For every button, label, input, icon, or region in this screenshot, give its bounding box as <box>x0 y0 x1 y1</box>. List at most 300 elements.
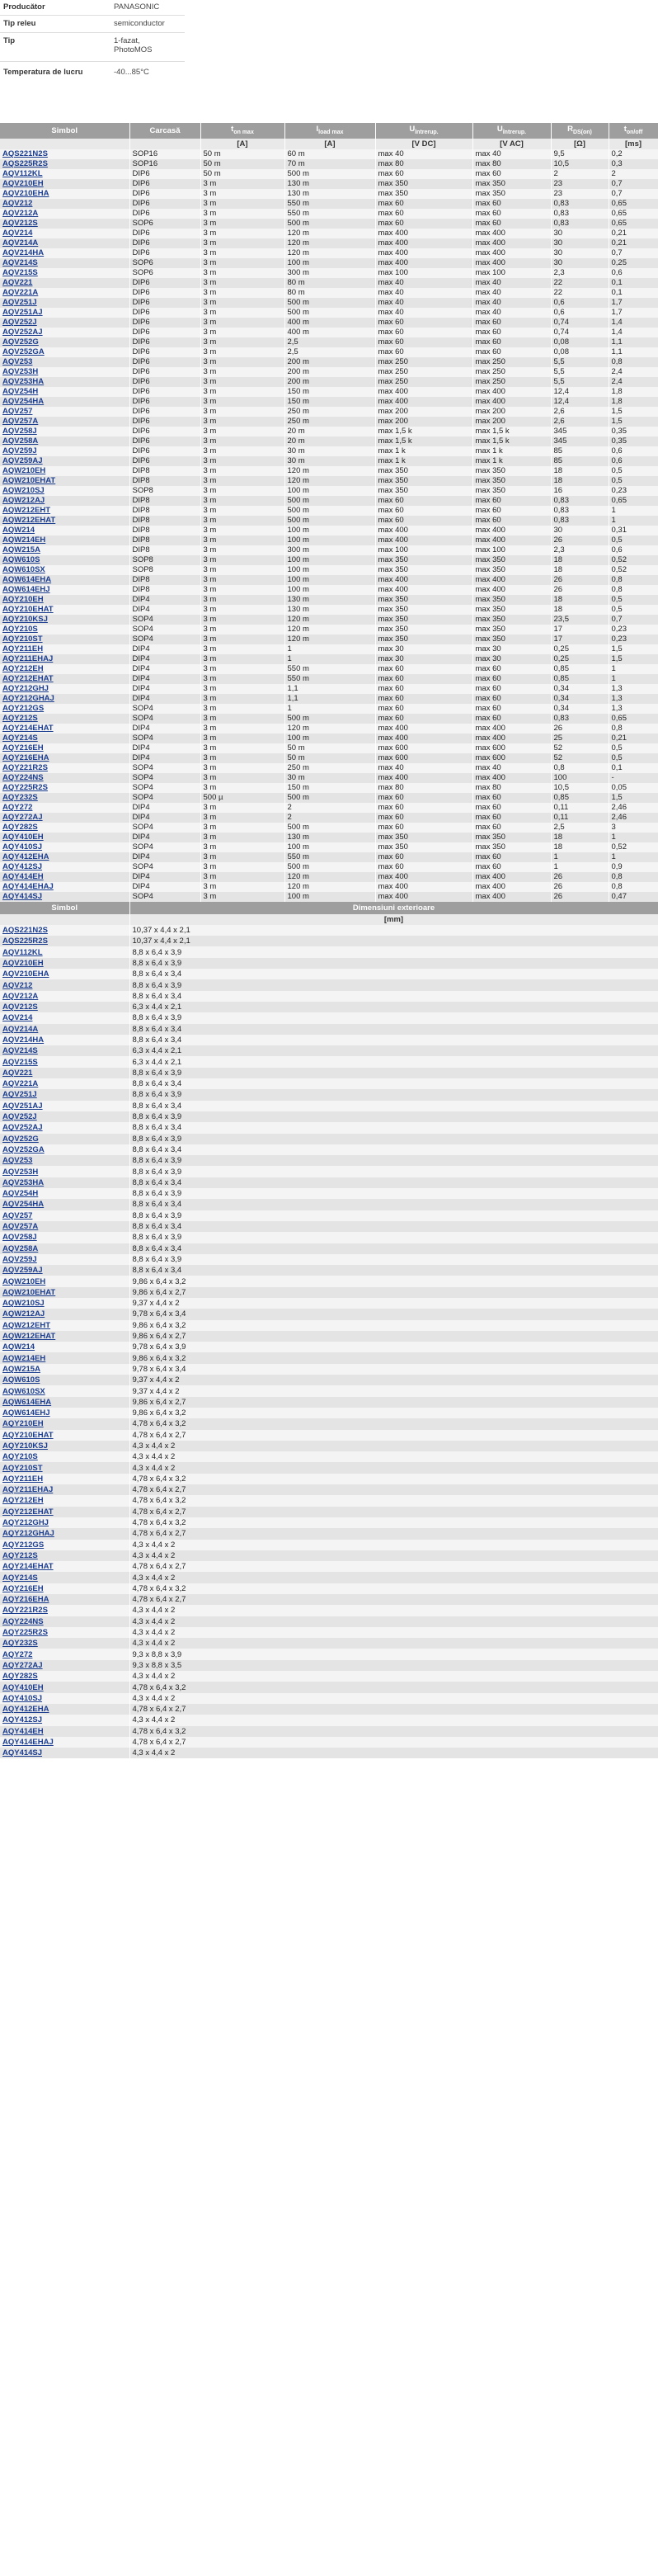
table-row <box>0 1430 658 1441</box>
table-cell: 130 m <box>284 833 375 842</box>
product-link[interactable]: AQS225R2S <box>2 158 48 168</box>
table-cell: 0,8 <box>609 724 658 734</box>
product-link[interactable]: AQV253 <box>2 1156 33 1166</box>
product-link[interactable]: AQV258A <box>2 436 39 446</box>
product-link[interactable]: AQV214S <box>2 257 38 267</box>
product-link[interactable]: AQY282S <box>2 822 38 832</box>
table-cell: 0,34 <box>551 704 609 714</box>
product-link[interactable]: AQW210SJ <box>2 485 45 495</box>
product-link[interactable]: AQV210EHA <box>2 188 49 198</box>
table-cell: 3 m <box>200 189 284 199</box>
product-link[interactable]: AQY414EHAJ <box>2 1738 54 1747</box>
product-link[interactable]: AQY272 <box>2 802 33 812</box>
product-link[interactable]: AQY210KSJ <box>2 614 48 624</box>
table-cell: DIP6 <box>129 209 200 219</box>
table-cell: 3 m <box>200 436 284 446</box>
product-link[interactable]: AQV221A <box>2 1079 39 1089</box>
product-link[interactable]: AQY212GHAJ <box>2 1529 54 1539</box>
product-link[interactable]: AQV259J <box>2 446 37 455</box>
product-link[interactable]: AQW215A <box>2 1364 40 1374</box>
table-cell: DIP6 <box>129 298 200 308</box>
dimension-cell: 9,86 x 6,4 x 3,2 <box>129 1320 658 1331</box>
table-cell: 0,08 <box>551 337 609 347</box>
dimension-cell: 8,8 x 6,4 x 3,4 <box>129 1122 658 1133</box>
table-cell: 3 m <box>200 387 284 397</box>
dimension-cell: 8,8 x 6,4 x 3,4 <box>129 1265 658 1276</box>
product-link[interactable]: AQV252AJ <box>2 1123 43 1133</box>
product-link[interactable]: AQV252G <box>2 1134 39 1144</box>
product-link[interactable]: AQY210ST <box>2 1463 43 1473</box>
product-link[interactable]: AQV258A <box>2 1243 39 1253</box>
product-link[interactable]: AQW212EHT <box>2 1320 51 1330</box>
product-link[interactable]: AQY410SJ <box>2 1693 43 1703</box>
product-link[interactable]: AQW212EHT <box>2 505 51 515</box>
dimension-cell: 8,8 x 6,4 x 3,4 <box>129 991 658 1002</box>
product-link[interactable]: AQV253H <box>2 1167 39 1177</box>
product-link[interactable]: AQY210EH <box>2 594 44 604</box>
table-row <box>0 1199 658 1210</box>
table-cell: 150 m <box>284 783 375 793</box>
product-link[interactable]: AQY210KSJ <box>2 1441 48 1451</box>
product-link[interactable]: AQW610S <box>2 1375 40 1385</box>
product-link[interactable]: AQY232S <box>2 792 38 802</box>
table-cell: 0,21 <box>609 238 658 248</box>
table-cell: 0,65 <box>609 209 658 219</box>
product-link[interactable]: AQW210EHAT <box>2 475 56 485</box>
product-link[interactable]: AQV258J <box>2 426 37 436</box>
table-cell: DIP4 <box>129 872 200 882</box>
symbol-cell <box>0 1166 129 1177</box>
table-row <box>0 1418 658 1429</box>
table-cell: 3 m <box>200 575 284 585</box>
product-link[interactable]: AQW614EHJ <box>2 584 50 594</box>
spec-table <box>0 123 658 902</box>
symbol-cell <box>0 308 129 318</box>
product-link[interactable]: AQW214EH <box>2 1353 46 1363</box>
product-link[interactable]: AQV258J <box>2 1233 37 1243</box>
product-link[interactable]: AQV112KL <box>2 947 43 957</box>
symbol-cell <box>0 337 129 347</box>
table-cell: max 350 <box>472 605 551 615</box>
product-link[interactable]: AQY414SJ <box>2 891 43 901</box>
symbol-cell <box>0 1298 129 1309</box>
table-cell: 3 m <box>200 694 284 704</box>
product-link[interactable]: AQY410EH <box>2 832 44 842</box>
product-link[interactable]: AQY216EH <box>2 1583 44 1593</box>
table-cell: 0,85 <box>551 674 609 684</box>
table-cell: DIP6 <box>129 179 200 189</box>
product-link[interactable]: AQW214 <box>2 1342 35 1352</box>
table-cell: 0,35 <box>609 427 658 436</box>
product-link[interactable]: AQW210EHAT <box>2 1287 56 1297</box>
table-cell: max 1,5 k <box>472 427 551 436</box>
product-link[interactable]: AQW212AJ <box>2 495 45 505</box>
table-cell: 3 m <box>200 466 284 476</box>
product-link[interactable]: AQV214A <box>2 238 39 248</box>
symbol-cell <box>0 219 129 229</box>
product-link[interactable]: AQV252G <box>2 337 39 347</box>
table-cell: 26 <box>551 535 609 545</box>
product-link[interactable]: AQV252J <box>2 317 37 327</box>
product-link[interactable]: AQY212EHAT <box>2 1507 54 1517</box>
table-row <box>0 1364 658 1375</box>
product-link[interactable]: AQV221 <box>2 1068 33 1078</box>
table-row <box>0 1331 658 1342</box>
table-cell: 120 m <box>284 635 375 644</box>
table-row <box>0 575 658 585</box>
product-link[interactable]: AQY211EHAJ <box>2 1485 54 1495</box>
product-link[interactable]: AQW610SX <box>2 564 45 574</box>
symbol-cell <box>0 872 129 882</box>
table-cell: max 350 <box>375 565 472 575</box>
product-link[interactable]: AQV257 <box>2 406 33 416</box>
dimension-cell: 4,3 x 4,4 x 2 <box>129 1605 658 1616</box>
spec-header-row <box>0 123 658 139</box>
table-cell: DIP6 <box>129 427 200 436</box>
product-link[interactable]: AQY414EH <box>2 1726 44 1736</box>
product-link[interactable]: AQV259AJ <box>2 1266 43 1276</box>
product-link[interactable]: AQY216EHA <box>2 1595 49 1605</box>
table-row <box>0 1155 658 1166</box>
product-link[interactable]: AQY221R2S <box>2 762 48 772</box>
table-cell: 3 m <box>200 545 284 555</box>
table-cell: DIP4 <box>129 694 200 704</box>
table-cell: 3 <box>609 823 658 833</box>
table-cell: max 60 <box>472 496 551 506</box>
table-cell: 100 m <box>284 565 375 575</box>
dimension-cell: 4,3 x 4,4 x 2 <box>129 1572 658 1583</box>
product-link[interactable]: AQW614EHA <box>2 1397 52 1407</box>
product-link[interactable]: AQY214S <box>2 733 38 743</box>
table-cell: 12,4 <box>551 387 609 397</box>
table-cell: max 200 <box>375 407 472 417</box>
product-link[interactable]: AQY214S <box>2 1573 38 1583</box>
product-link[interactable]: AQY212GHAJ <box>2 693 54 703</box>
product-link[interactable]: AQY211EHAJ <box>2 653 54 663</box>
product-link[interactable]: AQY210S <box>2 1452 38 1462</box>
table-cell: 0,25 <box>609 258 658 268</box>
product-link[interactable]: AQV112KL <box>2 168 43 178</box>
table-cell: 0,6 <box>609 268 658 278</box>
symbol-cell <box>0 238 129 248</box>
table-cell: max 250 <box>472 357 551 367</box>
symbol-cell <box>0 506 129 516</box>
dimension-cell: 8,8 x 6,4 x 3,4 <box>129 1177 658 1188</box>
column-header: Dimensiuni exterioare <box>129 902 658 914</box>
table-row <box>0 1068 658 1078</box>
product-link[interactable]: AQS225R2S <box>2 937 48 946</box>
product-link[interactable]: AQV254H <box>2 1189 39 1199</box>
table-cell: max 600 <box>472 743 551 753</box>
product-link[interactable]: AQV214S <box>2 1046 38 1056</box>
product-link[interactable]: AQV214 <box>2 228 33 238</box>
table-row <box>0 1122 658 1133</box>
product-link[interactable]: AQV251J <box>2 297 37 307</box>
product-link[interactable]: AQY212S <box>2 1550 38 1560</box>
table-cell: 0,74 <box>551 318 609 328</box>
table-cell: 1,4 <box>609 328 658 337</box>
product-link[interactable]: AQY211EH <box>2 644 44 653</box>
product-link[interactable]: AQV214 <box>2 1013 33 1023</box>
product-link[interactable]: AQV221 <box>2 277 33 287</box>
table-row <box>0 1002 658 1012</box>
product-link[interactable]: AQY212S <box>2 713 38 723</box>
table-cell: 345 <box>551 427 609 436</box>
table-row <box>0 367 658 377</box>
table-cell: 2 <box>551 169 609 179</box>
product-link[interactable]: AQY212GHJ <box>2 1518 49 1528</box>
product-link[interactable]: AQY214EHAT <box>2 723 54 733</box>
product-link[interactable]: AQY212EH <box>2 1496 44 1506</box>
product-link[interactable]: AQV252GA <box>2 347 45 356</box>
table-cell: 0,65 <box>609 496 658 506</box>
product-link[interactable]: AQY212GHJ <box>2 683 49 693</box>
table-cell: 100 <box>551 773 609 783</box>
product-link[interactable]: AQY232S <box>2 1639 38 1649</box>
product-link[interactable]: AQV252J <box>2 1112 37 1122</box>
product-link[interactable]: AQY272AJ <box>2 812 43 822</box>
symbol-cell <box>0 1045 129 1056</box>
table-cell: SOP4 <box>129 783 200 793</box>
product-link[interactable]: AQW215A <box>2 545 40 554</box>
symbol-cell <box>0 476 129 486</box>
dimension-cell: 8,8 x 6,4 x 3,9 <box>129 1155 658 1166</box>
table-cell: max 60 <box>375 813 472 823</box>
product-link[interactable]: AQV221A <box>2 287 39 297</box>
table-cell: 0,1 <box>609 278 658 288</box>
table-row <box>0 407 658 417</box>
symbol-cell <box>0 1462 129 1473</box>
symbol-cell <box>0 793 129 803</box>
product-link[interactable]: AQV212A <box>2 991 39 1001</box>
product-link[interactable]: AQW610S <box>2 554 40 564</box>
table-cell: SOP4 <box>129 635 200 644</box>
table-row <box>0 1528 658 1539</box>
product-link[interactable]: AQS221N2S <box>2 149 48 158</box>
symbol-cell <box>0 1737 129 1748</box>
product-link[interactable]: AQY282S <box>2 1672 38 1682</box>
column-header <box>284 123 375 139</box>
table-row <box>0 605 658 615</box>
table-row <box>0 417 658 427</box>
table-cell: 0,65 <box>609 199 658 209</box>
table-cell: 2,5 <box>284 337 375 347</box>
table-cell: 3 m <box>200 377 284 387</box>
table-cell: 50 m <box>200 169 284 179</box>
table-cell: 0,52 <box>609 842 658 852</box>
table-cell: 120 m <box>284 248 375 258</box>
dimension-cell: 9,78 x 6,4 x 3,4 <box>129 1364 658 1375</box>
product-link[interactable]: AQY221R2S <box>2 1606 48 1616</box>
table-cell: max 60 <box>375 852 472 862</box>
symbol-cell <box>0 516 129 526</box>
product-link[interactable]: AQW212AJ <box>2 1309 45 1319</box>
table-cell: DIP4 <box>129 605 200 615</box>
table-cell: 0,2 <box>609 149 658 159</box>
table-cell: 30 <box>551 248 609 258</box>
product-link[interactable]: AQV257 <box>2 1210 33 1220</box>
symbol-cell <box>0 1002 129 1012</box>
table-cell: 0,34 <box>551 684 609 694</box>
product-link[interactable]: AQV252AJ <box>2 327 43 337</box>
product-link[interactable]: AQY212GS <box>2 1540 45 1550</box>
product-link[interactable]: AQV254HA <box>2 396 45 406</box>
product-link[interactable]: AQV215S <box>2 1057 38 1067</box>
product-link[interactable]: AQY210ST <box>2 634 43 644</box>
symbol-cell <box>0 199 129 209</box>
product-link[interactable]: AQY414EH <box>2 871 44 881</box>
product-link[interactable]: AQV252GA <box>2 1144 45 1154</box>
product-link[interactable]: AQY272AJ <box>2 1660 43 1670</box>
table-row <box>0 436 658 446</box>
table-cell: 500 m <box>284 169 375 179</box>
product-link[interactable]: AQW212EHAT <box>2 515 56 525</box>
product-link[interactable]: AQY412EHA <box>2 1705 49 1715</box>
product-link[interactable]: AQW210EH <box>2 1276 46 1286</box>
product-link[interactable]: AQV212S <box>2 218 38 228</box>
product-link[interactable]: AQY212EH <box>2 663 44 673</box>
product-link[interactable]: AQW212EHAT <box>2 1332 56 1342</box>
symbol-cell <box>0 936 129 946</box>
symbol-cell <box>0 288 129 298</box>
table-cell: max 60 <box>472 793 551 803</box>
table-cell: 0,8 <box>551 763 609 773</box>
product-link[interactable]: AQV212 <box>2 980 33 990</box>
table-cell: 2 <box>284 813 375 823</box>
product-link[interactable]: AQV259J <box>2 1254 37 1264</box>
table-cell: 30 <box>551 526 609 535</box>
symbol-cell <box>0 763 129 773</box>
table-cell: max 350 <box>472 842 551 852</box>
product-link[interactable]: AQY216EH <box>2 743 44 753</box>
symbol-cell <box>0 704 129 714</box>
product-link[interactable]: AQY414SJ <box>2 1748 43 1758</box>
product-link[interactable]: AQY410EH <box>2 1682 44 1692</box>
table-cell: 130 m <box>284 179 375 189</box>
product-link[interactable]: AQW210EH <box>2 465 46 475</box>
product-link[interactable]: AQV214HA <box>2 248 45 257</box>
product-link[interactable]: AQV210EH <box>2 958 44 968</box>
product-link[interactable]: AQY225R2S <box>2 1628 48 1638</box>
product-link[interactable]: AQY412SJ <box>2 1715 43 1725</box>
product-link[interactable]: AQV253HA <box>2 376 45 386</box>
table-cell: max 400 <box>472 526 551 535</box>
table-cell: DIP6 <box>129 278 200 288</box>
product-link[interactable]: AQY212GS <box>2 703 45 713</box>
product-link[interactable]: AQY410SJ <box>2 842 43 852</box>
product-link[interactable]: AQV253 <box>2 356 33 366</box>
product-link[interactable]: AQV214HA <box>2 1036 45 1045</box>
product-link[interactable]: AQV212A <box>2 208 39 218</box>
table-cell: 80 m <box>284 278 375 288</box>
product-link[interactable]: AQY210EH <box>2 1419 44 1429</box>
symbol-cell <box>0 1144 129 1155</box>
table-cell: 18 <box>551 565 609 575</box>
product-link[interactable]: AQV215S <box>2 267 38 277</box>
product-link[interactable]: AQV259AJ <box>2 455 43 465</box>
product-link[interactable]: AQW614EHJ <box>2 1408 50 1418</box>
product-link[interactable]: AQY225R2S <box>2 782 48 792</box>
product-link[interactable]: AQY210EHAT <box>2 1430 54 1440</box>
table-cell: 0,83 <box>551 506 609 516</box>
product-link[interactable]: AQV251AJ <box>2 307 43 317</box>
product-link[interactable]: AQV257A <box>2 416 39 426</box>
symbol-cell <box>0 446 129 456</box>
product-link[interactable]: AQY216EHA <box>2 753 49 762</box>
table-row <box>0 1089 658 1100</box>
table-row <box>0 1101 658 1111</box>
product-link[interactable]: AQY414EHAJ <box>2 881 54 891</box>
dimension-cell: 8,8 x 6,4 x 3,9 <box>129 1166 658 1177</box>
table-row <box>0 456 658 466</box>
table-cell: 9,5 <box>551 149 609 159</box>
product-link[interactable]: AQW610SX <box>2 1386 45 1396</box>
dimension-cell: 4,78 x 6,4 x 3,2 <box>129 1682 658 1692</box>
table-cell: 18 <box>551 476 609 486</box>
product-link[interactable]: AQV253HA <box>2 1177 45 1187</box>
table-row <box>0 664 658 674</box>
product-link[interactable]: AQV251AJ <box>2 1101 43 1111</box>
product-link[interactable]: AQY412SJ <box>2 861 43 871</box>
product-link[interactable]: AQV257A <box>2 1222 39 1232</box>
product-link[interactable]: AQV210EHA <box>2 970 49 979</box>
dimension-cell: 4,78 x 6,4 x 2,7 <box>129 1484 658 1495</box>
product-link[interactable]: AQV253H <box>2 366 39 376</box>
table-cell: 3 m <box>200 407 284 417</box>
table-cell: DIP8 <box>129 526 200 535</box>
table-cell: 0,5 <box>609 535 658 545</box>
product-link[interactable]: AQW614EHA <box>2 574 52 584</box>
product-link[interactable]: AQY210EHAT <box>2 604 54 614</box>
product-link[interactable]: AQV254H <box>2 386 39 396</box>
product-link[interactable]: AQY210S <box>2 624 38 634</box>
table-row <box>0 1704 658 1715</box>
symbol-cell <box>0 1474 129 1484</box>
product-link[interactable]: AQW214 <box>2 525 35 535</box>
product-link[interactable]: AQY272 <box>2 1649 33 1659</box>
table-cell: 30 m <box>284 456 375 466</box>
table-cell: 85 <box>551 446 609 456</box>
product-link[interactable]: AQY412EHA <box>2 852 49 861</box>
table-cell: max 400 <box>375 229 472 238</box>
product-link[interactable]: AQY224NS <box>2 1616 44 1626</box>
product-link[interactable]: AQW210SJ <box>2 1299 45 1309</box>
product-link[interactable]: AQY214EHAT <box>2 1562 54 1572</box>
product-link[interactable]: AQV212 <box>2 198 33 208</box>
product-link[interactable]: AQY211EH <box>2 1474 44 1484</box>
product-link[interactable]: AQV212S <box>2 1003 38 1012</box>
product-link[interactable]: AQV210EH <box>2 178 44 188</box>
product-link[interactable]: AQY212EHAT <box>2 673 54 683</box>
table-row <box>0 1134 658 1144</box>
product-link[interactable]: AQS221N2S <box>2 926 48 936</box>
table-cell: 3 m <box>200 872 284 882</box>
product-link[interactable]: AQW214EH <box>2 535 46 545</box>
table-cell: 100 m <box>284 555 375 565</box>
product-link[interactable]: AQV214A <box>2 1024 39 1034</box>
product-link[interactable]: AQV251J <box>2 1090 37 1100</box>
symbol-cell <box>0 892 129 902</box>
table-cell: 0,08 <box>551 347 609 357</box>
header-main: R <box>567 125 573 134</box>
symbol-cell <box>0 486 129 496</box>
table-row <box>0 298 658 308</box>
product-link[interactable]: AQY224NS <box>2 772 44 782</box>
product-link[interactable]: AQV254HA <box>2 1200 45 1210</box>
table-cell: 1,3 <box>609 704 658 714</box>
symbol-cell <box>0 1254 129 1265</box>
table-cell: max 60 <box>375 219 472 229</box>
